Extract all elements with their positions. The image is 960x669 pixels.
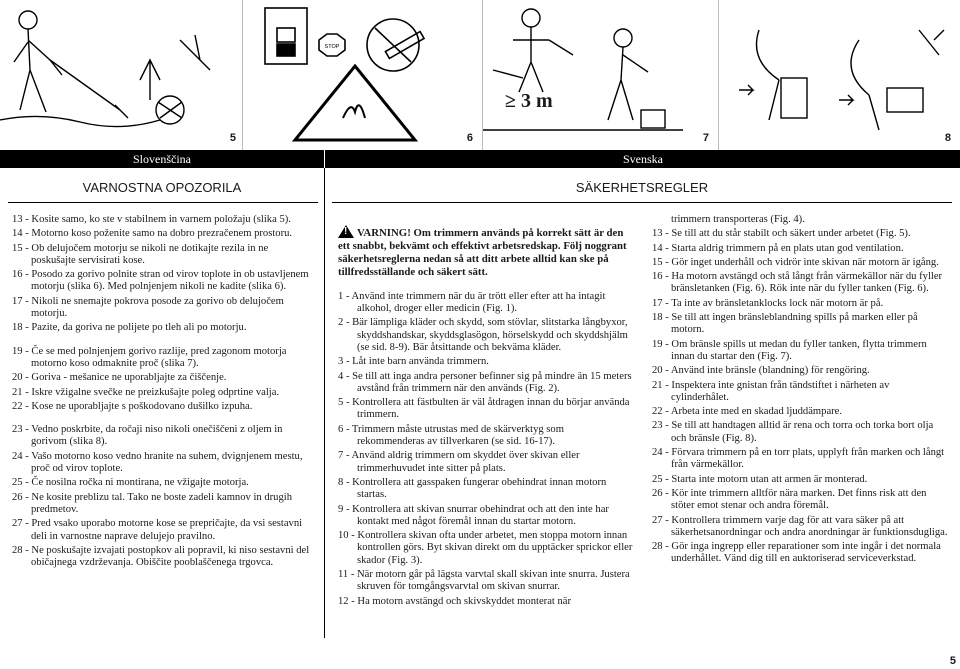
list-item: 13 - Se till att du står stabilt och säkert under arbetet (Fig. 5).: [652, 228, 911, 240]
figure-5-panel: [0, 0, 242, 150]
list-item: 25 - Če nosilna ročka ni montirana, ne vžigajte motorja.: [12, 477, 249, 489]
slovenian-column: [12, 214, 310, 571]
left-heading-rule: [8, 202, 318, 203]
list-item: 23 - Se till att handtagen alltid är rena och torra och torka bort olja och bränsle (Fig. 8).: [652, 420, 934, 444]
list-item: 16 - Ha motorn avstängd och stå långt från värmekällor när du fyller bränsletanken (Fig. 6). Rök inte när du fyller tanken (Fig. 6).: [652, 271, 943, 295]
swedish-column-1: [338, 214, 634, 610]
list-item: 2 - Bär lämpliga kläder och skydd, som stövlar, slitstarka långbyxor, skyddshandskar, skyddsglasögon, hörselskydd och skyddshjälm (se sid. 8-9). Bär åtsittande och bekväma kläder.: [338, 317, 628, 353]
footer-page-number: 5: [949, 655, 956, 667]
list-item: trimmern transporteras (Fig. 4).: [671, 214, 805, 225]
list-item: 14 - Starta aldrig trimmern på en plats utan god ventilation.: [652, 242, 904, 254]
figure-7-panel: [482, 0, 719, 150]
list-item: 22 - Kose ne uporabljajte s poškodovano dušilko izpuha.: [12, 400, 253, 412]
list-item: 19 - Če se med polnjenjem gorivo razlije, pred zagonom motorja motorno koso odmaknite proč (slika 7).: [12, 345, 287, 369]
swedish-column-2: [652, 214, 948, 568]
list-item: 5 - Kontrollera att fästbulten är väl åtdragen innan du börjar använda trimmern.: [338, 397, 630, 421]
list-item: 14 - Motorno koso poženite samo na dobro prezračenem prostoru.: [12, 228, 293, 240]
list-item: 17 - Nikoli ne snemajte pokrova posode za gorivo ob delujočem motorju.: [12, 295, 284, 320]
list-item: 11 - När motorn går på lägsta varvtal skall skivan inte snurra. Justera skruven för tomgångsvarvtal om skivan snurrar.: [338, 569, 630, 593]
list-item: 6 - Trimmern måste utrustas med de skärverktyg som rekommenderas av tillverkaren (se sid. 16-17).: [338, 423, 564, 448]
list-item: 23 - Vedno poskrbite, da ročaji niso nikoli onečiščeni z oljem in gorivom (slika 8).: [12, 424, 283, 448]
right-heading-rule: [332, 202, 952, 203]
trimmer-operator-illustration: [0, 0, 242, 150]
refuel-distance-illustration: [483, 0, 719, 150]
list-item: 16 - Posodo za gorivo polnite stran od virov toplote in ob ustavljenem motorju (slika 6). Med polnjenjem nikoli ne kadite (slika 6).: [12, 269, 309, 293]
page-number-5: 5: [229, 132, 236, 144]
list-item: 21 - Iskre vžigalne svečke ne preizkušajte poleg odprtine valja.: [12, 386, 280, 398]
list-item: 7 - Använd aldrig trimmern om skyddet över skivan eller trimmerhuvudet inte sitter på plats.: [338, 450, 580, 474]
list-item: 26 - Ne kosite preblizu tal. Tako ne boste zadeli kamnov in drugih predmetov.: [12, 491, 293, 515]
list-item: 26 - Kör inte trimmern alltför nära marken. Det finns risk att den stöter emot stenar och andra föremål.: [652, 487, 927, 512]
list-item: 27 - Pred vsako uporabo motorne kose se prepričajte, da vsi sestavni deli in varnostne naprave delujejo pravilno.: [12, 518, 303, 542]
list-item: 8 - Kontrollera att gasspaken fungerar obehindrat innan motorn startas.: [338, 476, 607, 501]
list-item: 13 - Kosite samo, ko ste v stabilnem in varnem položaju (slika 5).: [12, 214, 291, 225]
list-item: 22 - Arbeta inte med en skadad ljuddämpare.: [652, 406, 843, 418]
list-item: 3 - Låt inte barn använda trimmern.: [338, 356, 489, 368]
list-item: 25 - Starta inte motorn utan att armen är monterad.: [652, 473, 868, 485]
list-item: 19 - Om bränsle spills ut medan du fyller tanken, flytta trimmern innan du startar den (Fig. 7).: [652, 338, 927, 362]
left-heading: VARNOSTNA OPOZORILA: [82, 180, 242, 195]
list-item: 28 - Gör inga ingrepp eller reparationer som inte ingår i det normala underhållet. Vänd dig till en auktoriserad serviceverkstad.: [652, 541, 941, 565]
list-item: 1 - Använd inte trimmern när du är trött eller efter att ha intagit alkohol, droger eller medicin (Fig. 1).: [338, 290, 606, 315]
figure-8-panel: [718, 0, 960, 150]
warning-paragraph: [338, 225, 634, 279]
column-divider-1: [324, 168, 325, 638]
list-item: 9 - Kontrollera att skivan snurrar obehindrat och att den inte har kontakt med något föremål innan du startar motorn.: [338, 503, 609, 527]
language-bar-slovenian: Slovenščina: [0, 150, 324, 168]
list-item: 28 - Ne poskušajte izvajati postopkov ali popravil, ki niso sestavni del običajnega vzdrževanja. Obiščite pooblaščenega trgovca.: [12, 544, 310, 569]
warning-icon: [338, 225, 354, 238]
list-item: 27 - Kontrollera trimmern varje dag för att vara säker på att säkerhetsanordningar och andra anordningar är funktionsdugliga.: [652, 514, 948, 538]
page-number-6: 6: [466, 132, 473, 144]
list-item: 21 - Inspektera inte gnistan från tändstiftet i närheten av cylinderhålet.: [652, 379, 890, 403]
stop-sign-label: STOP: [324, 44, 340, 50]
list-item: 18 - Se till att ingen bränsleblandning spills på marken eller på motorn.: [652, 312, 918, 336]
right-heading: SÄKERHETSREGLER: [575, 180, 709, 195]
list-item: 17 - Ta inte av bränsletanklocks lock när motorn är på.: [652, 297, 884, 309]
list-item: 15 - Gör inget underhåll och vidrör inte skivan när motorn är igång.: [652, 256, 939, 268]
distance-label: ≥ 3 m: [505, 90, 553, 112]
page-number-7: 7: [702, 132, 709, 144]
list-item: 10 - Kontrollera skivan ofta under arbetet, men stoppa motorn innan kontrollen görs. Byt skivan direkt om du upptäcker sprickor eller skador (Fig. 3).: [338, 530, 633, 566]
list-item: 15 - Ob delujočem motorju se nikoli ne dotikajte rezila in ne poskušajte servisirati kose.: [12, 242, 269, 266]
page-number-8: 8: [944, 132, 951, 144]
list-item: 20 - Använd inte bränsle (blandning) för rengöring.: [652, 365, 870, 377]
figure-6-panel: [242, 0, 483, 150]
list-item: 4 - Se till att inga andra personer befinner sig på mindre än 15 meters avstånd från trimmern när den används (Fig. 2).: [338, 370, 632, 394]
clean-handles-illustration: [719, 0, 960, 150]
list-item: 12 - Ha motorn avstängd och skivskyddet monterat när: [338, 595, 572, 607]
list-item: 24 - Vašo motorno koso vedno hranite na suhem, dvignjenem mestu, proč od virov toplote.: [12, 450, 303, 475]
list-item: 20 - Goriva - mešanice ne uporabljajte za čiščenje.: [12, 372, 227, 384]
language-bar-swedish: Svenska: [324, 150, 960, 168]
list-item: 18 - Pazite, da goriva ne polijete po tleh ali po motorju.: [12, 322, 247, 334]
list-item: 24 - Förvara trimmern på en torr plats, upplyft från marken och långt från värmekällor.: [652, 447, 945, 471]
fuel-safety-illustration: [243, 0, 483, 150]
warning-text: VARNING! Om trimmern används på korrekt sätt är den ett snabbt, bekvämt och effektivt arbetsredskap. Följ noggrant säkerhetsreglerna nedan så att ditt arbete alltid kan ske på tillfredsställande och säkert sätt.: [338, 226, 627, 278]
